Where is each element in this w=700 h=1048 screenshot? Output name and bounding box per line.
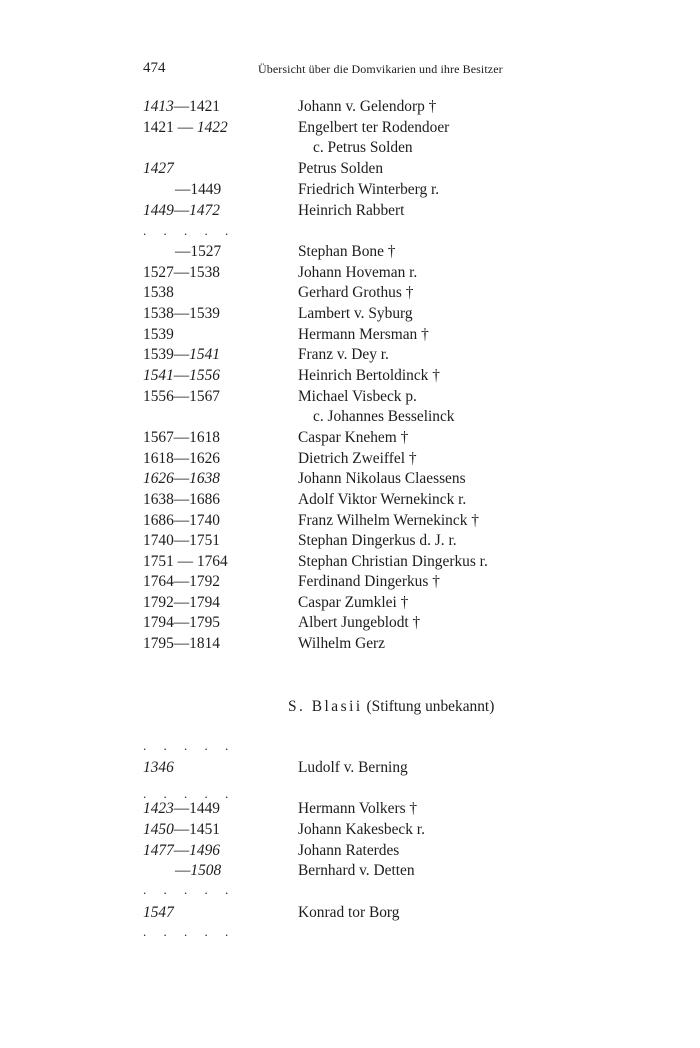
start-year: 1626	[143, 470, 174, 487]
section-heading-note: (Stiftung unbekannt)	[362, 698, 495, 715]
vicar-name: Ludolf v. Berning	[298, 759, 408, 776]
vicar-name: Franz Wilhelm Wernekinck †	[298, 512, 479, 529]
date-separator: —	[173, 594, 190, 611]
start-year: 1449	[143, 202, 174, 219]
list-item	[0, 179, 700, 200]
list-item	[0, 427, 700, 448]
vicar-name: Hermann Mersman †	[298, 326, 429, 343]
start-year: 1421	[143, 119, 174, 136]
start-year: 1541	[143, 367, 174, 384]
start-year: 1539	[143, 326, 174, 343]
end-year: 1626	[189, 450, 220, 467]
list-item	[0, 344, 700, 365]
start-year: 1538	[143, 284, 174, 301]
vicar-name: Johann Hoveman r.	[298, 264, 418, 281]
tenure-dates	[143, 757, 174, 778]
tenure-dates	[143, 200, 220, 221]
vicar-name: Ferdinand Dingerkus †	[298, 573, 440, 590]
start-year: 1794	[143, 614, 174, 631]
end-year: 1496	[189, 842, 220, 859]
end-year: 1638	[189, 470, 220, 487]
list-item	[0, 137, 700, 158]
list-item	[0, 365, 700, 386]
date-separator: —	[173, 388, 190, 405]
list-item	[0, 798, 700, 819]
end-year: 1740	[189, 512, 220, 529]
list-item	[0, 840, 700, 861]
end-year: 1539	[189, 305, 220, 322]
list-item	[0, 571, 700, 592]
date-separator: —	[173, 367, 190, 384]
tenure-dates	[143, 633, 220, 654]
list-item	[0, 241, 700, 262]
page-header	[143, 60, 553, 80]
vicar-name: Heinrich Rabbert	[298, 202, 405, 219]
vicar-name: Johann v. Gelendorp †	[298, 98, 437, 115]
section-heading-name: S. Blasii	[288, 698, 363, 715]
vicar-name: Petrus Solden	[298, 160, 384, 177]
tenure-dates	[143, 902, 174, 923]
tenure-dates	[143, 612, 220, 633]
vicar-name: Johann Kakesbeck r.	[298, 821, 425, 838]
date-separator: —	[173, 429, 190, 446]
start-year: 1795	[143, 635, 174, 652]
start-year: 1423	[143, 800, 174, 817]
end-year: 1686	[189, 491, 220, 508]
end-year: 1449	[189, 800, 220, 817]
list-item	[0, 902, 700, 923]
gap-dots: . . . . .	[143, 738, 236, 753]
end-year: 1751	[189, 532, 220, 549]
ellipsis-row	[0, 924, 700, 948]
list-item	[0, 757, 700, 778]
list-item	[0, 262, 700, 283]
tenure-dates	[143, 117, 228, 138]
start-year: 1346	[143, 759, 174, 776]
end-year: 1567	[189, 388, 220, 405]
list-item	[0, 282, 700, 303]
tenure-dates	[143, 365, 220, 386]
tenure-dates	[143, 468, 220, 489]
tenure-dates	[143, 344, 220, 365]
date-separator: —	[173, 821, 190, 838]
date-separator: —	[173, 305, 190, 322]
vicar-name: Heinrich Bertoldinck †	[298, 367, 440, 384]
tenure-dates	[143, 96, 220, 117]
date-separator: —	[173, 635, 190, 652]
end-year: 1527	[190, 243, 222, 260]
vicar-name: Dietrich Zweiffel †	[298, 450, 417, 467]
vicar-name: Engelbert ter Rodendoer	[298, 119, 450, 136]
vicar-name: Franz v. Dey r.	[298, 346, 389, 363]
tenure-dates	[175, 179, 221, 200]
contender-name: c. Petrus Solden	[313, 139, 413, 156]
end-year: 1794	[189, 594, 220, 611]
end-year: 1541	[189, 346, 220, 363]
date-separator: —	[173, 491, 190, 508]
list-item	[0, 96, 700, 117]
date-separator: —	[173, 800, 190, 817]
end-year: 1451	[189, 821, 220, 838]
start-year: 1567	[143, 429, 174, 446]
list-item	[0, 860, 700, 881]
list-item	[0, 158, 700, 179]
date-separator: —	[173, 202, 190, 219]
date-separator: —	[173, 553, 197, 570]
tenure-dates	[143, 510, 220, 531]
list-item	[0, 489, 700, 510]
tenure-dates	[143, 427, 220, 448]
start-year: 1686	[143, 512, 174, 529]
tenure-dates	[143, 262, 220, 283]
start-year: 1764	[143, 573, 174, 590]
start-year: 1751	[143, 553, 174, 570]
list-item	[0, 117, 700, 138]
start-year: 1477	[143, 842, 174, 859]
list-item	[0, 633, 700, 654]
tenure-dates	[143, 386, 220, 407]
vicar-name: Lambert v. Syburg	[298, 305, 413, 322]
list-item	[0, 303, 700, 324]
date-separator: —	[173, 470, 190, 487]
tenure-dates	[143, 571, 220, 592]
tenure-dates	[175, 241, 221, 262]
vicar-name: Johann Nikolaus Claessens	[298, 470, 466, 487]
end-year: 1618	[189, 429, 220, 446]
vicar-name: Caspar Knehem †	[298, 429, 409, 446]
tenure-dates	[143, 448, 220, 469]
date-separator: —	[173, 450, 190, 467]
list-item	[0, 612, 700, 633]
date-separator: —	[173, 842, 190, 859]
date-separator: —	[175, 243, 191, 260]
start-year: 1638	[143, 491, 174, 508]
list-item	[0, 530, 700, 551]
start-year: 1792	[143, 594, 174, 611]
tenure-dates	[143, 324, 174, 345]
gap-dots: . . . . .	[143, 882, 236, 897]
end-year: 1814	[189, 635, 220, 652]
list-item	[0, 819, 700, 840]
vicar-name: Hermann Volkers †	[298, 800, 418, 817]
section-heading	[288, 696, 494, 717]
vicar-name: Michael Visbeck p.	[298, 388, 417, 405]
running-title: Übersicht über die Domvikarien und ihre Besitzer	[258, 62, 503, 76]
start-year: 1538	[143, 305, 174, 322]
start-year: 1740	[143, 532, 174, 549]
tenure-dates	[143, 592, 220, 613]
gap-dots: . . . . .	[143, 924, 236, 939]
tenure-dates	[143, 840, 220, 861]
start-year: 1450	[143, 821, 174, 838]
tenure-dates	[143, 530, 220, 551]
date-separator: —	[173, 532, 190, 549]
page-number: 474	[143, 60, 166, 76]
gap-dots: . . . . .	[143, 786, 236, 801]
date-separator: —	[173, 346, 190, 363]
gap-dots: . . . . .	[143, 223, 236, 238]
list-item	[0, 324, 700, 345]
vicar-name: Konrad tor Borg	[298, 904, 400, 921]
date-separator: —	[173, 98, 190, 115]
vicar-name: Albert Jungeblodt †	[298, 614, 421, 631]
end-year: 1422	[196, 119, 228, 136]
list-item	[0, 468, 700, 489]
list-item	[0, 386, 700, 407]
vicar-name: Stephan Dingerkus d. J. r.	[298, 532, 457, 549]
list-item	[0, 551, 700, 572]
date-separator: —	[173, 614, 190, 631]
tenure-dates	[143, 158, 174, 179]
vicar-name: Adolf Viktor Wernekinck r.	[298, 491, 467, 508]
list-item	[0, 200, 700, 221]
date-separator: —	[173, 119, 197, 136]
start-year: 1556	[143, 388, 174, 405]
vicar-name: Bernhard v. Detten	[298, 862, 415, 879]
vicar-name: Gerhard Grothus †	[298, 284, 414, 301]
tenure-dates	[143, 819, 220, 840]
start-year: 1547	[143, 904, 174, 921]
date-separator: —	[173, 573, 190, 590]
start-year: 1413	[143, 98, 174, 115]
vicar-name: Stephan Bone †	[298, 243, 396, 260]
end-year: 1472	[189, 202, 220, 219]
end-year: 1421	[189, 98, 220, 115]
tenure-dates	[175, 860, 221, 881]
vicar-name: Wilhelm Gerz	[298, 635, 385, 652]
tenure-dates	[143, 303, 220, 324]
end-year: 1556	[189, 367, 220, 384]
tenure-dates	[143, 282, 174, 303]
end-year: 1508	[190, 862, 222, 879]
start-year: 1527	[143, 264, 174, 281]
tenure-dates	[143, 798, 220, 819]
start-year: 1618	[143, 450, 174, 467]
end-year: 1764	[196, 553, 228, 570]
tenure-dates	[143, 489, 220, 510]
end-year: 1449	[190, 181, 222, 198]
vicar-name: Stephan Christian Dingerkus r.	[298, 553, 488, 570]
vicar-name: Caspar Zumklei †	[298, 594, 409, 611]
vicar-name: Johann Raterdes	[298, 842, 400, 859]
list-item	[0, 592, 700, 613]
contender-name: c. Johannes Besselinck	[313, 408, 455, 425]
start-year: 1539	[143, 346, 174, 363]
date-separator: —	[175, 181, 191, 198]
end-year: 1795	[189, 614, 220, 631]
tenure-dates	[143, 551, 228, 572]
date-separator: —	[173, 512, 190, 529]
date-separator: —	[175, 862, 191, 879]
vicar-name: Friedrich Winterberg r.	[298, 181, 440, 198]
date-separator: —	[173, 264, 190, 281]
list-item	[0, 448, 700, 469]
end-year: 1792	[189, 573, 220, 590]
list-item	[0, 406, 700, 427]
end-year: 1538	[189, 264, 220, 281]
start-year: 1427	[143, 160, 174, 177]
list-item	[0, 510, 700, 531]
